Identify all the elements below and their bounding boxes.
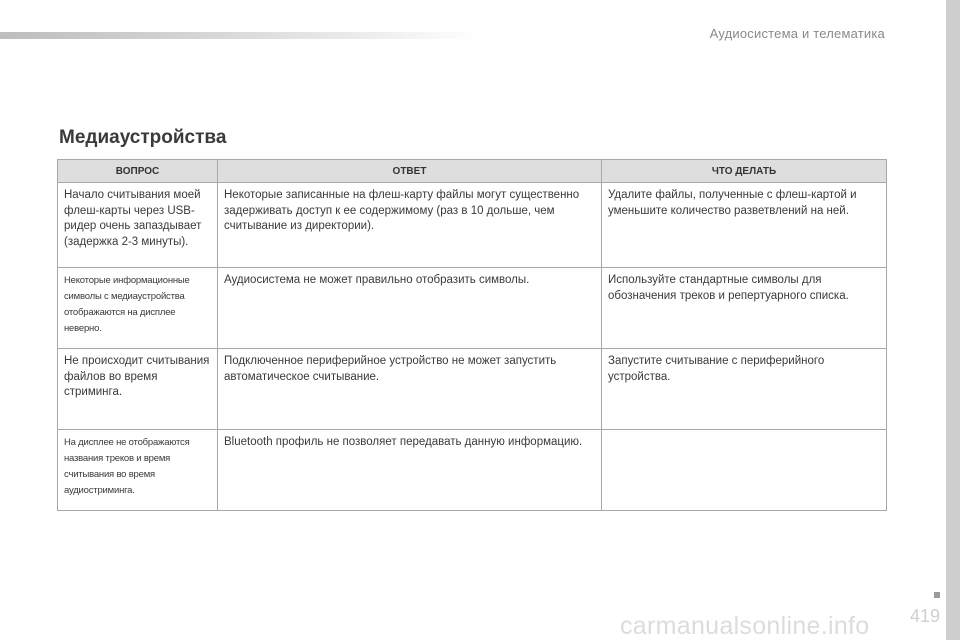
action-cell: Удалите файлы, полученные с флеш-картой и уменьшите количество разветвлений на ней. — [602, 183, 887, 268]
answer-cell: Подключенное периферийное устройство не может запустить автоматическое считывание. — [218, 349, 602, 430]
table-row — [58, 349, 887, 430]
header-gradient-bar — [0, 32, 480, 39]
answer-cell: Некоторые записанные на флеш-карту файлы могут существенно задерживать доступ к ее содержимому (раз в 10 дольше, чем считывание из директории). — [218, 183, 602, 268]
column-header-answer: ОТВЕТ — [218, 160, 602, 183]
column-header-question: ВОПРОС — [58, 160, 218, 183]
action-cell: Запустите считывание с периферийного устройства. — [602, 349, 887, 430]
column-header-action: ЧТО ДЕЛАТЬ — [602, 160, 887, 183]
answer-cell: Bluetooth профиль не позволяет передавать данную информацию. — [218, 430, 602, 511]
table-row — [58, 183, 887, 268]
page-marker-dot — [934, 592, 940, 598]
section-title: Аудиосистема и телематика — [709, 26, 885, 41]
faq-table — [57, 159, 887, 511]
page-edge-bar — [946, 0, 960, 640]
watermark-text: carmanualsonline.info — [620, 612, 870, 640]
action-cell — [602, 430, 887, 511]
answer-cell: Аудиосистема не может правильно отобразить символы. — [218, 268, 602, 349]
question-cell: Некоторые информационные символы с медиаустройства отображаются на дисплее неверно. — [58, 268, 218, 349]
page-title: Медиаустройства — [59, 127, 227, 148]
table-header-row — [58, 160, 887, 183]
question-cell: На дисплее не отображаются названия треков и время считывания во время аудиостриминга. — [58, 430, 218, 511]
table-row — [58, 430, 887, 511]
question-cell: Начало считывания моей флеш-карты через USB-ридер очень запаздывает (задержка 2-3 минуты). — [58, 183, 218, 268]
action-cell: Используйте стандартные символы для обозначения треков и репертуарного списка. — [602, 268, 887, 349]
page-number: 419 — [909, 606, 940, 626]
question-cell: Не происходит считывания файлов во время стриминга. — [58, 349, 218, 430]
table-row — [58, 268, 887, 349]
